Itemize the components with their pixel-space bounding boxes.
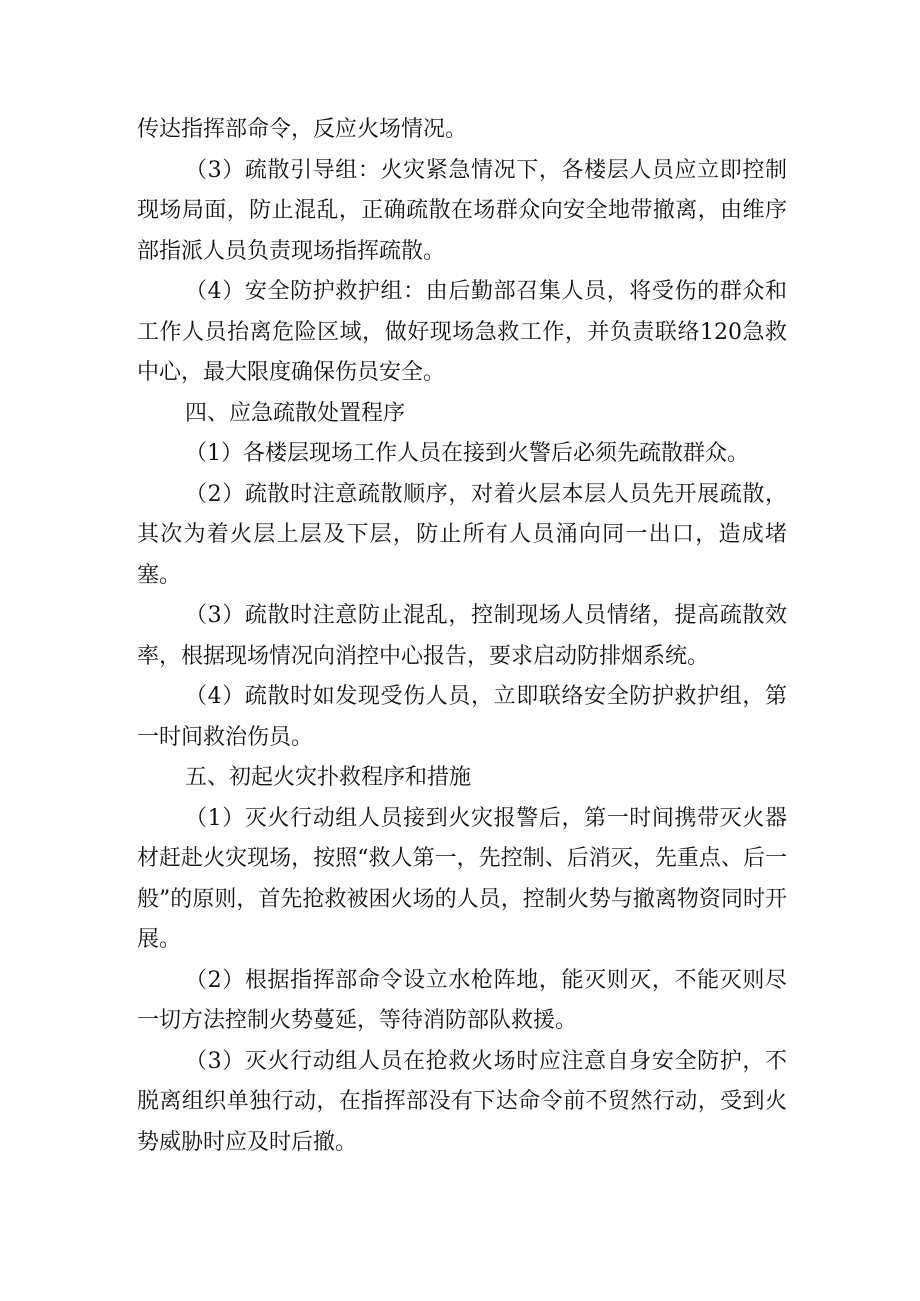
paragraph-evacuation-step-4: （4）疏散时如发现受伤人员，立即联络安全防护救护组，第一时间救治伤员。 xyxy=(137,684,787,750)
document-page xyxy=(137,110,787,1163)
paragraph-firefighting-step-3: （3）灭火行动组人员在抢救火场时应注意自身安全防护，不脱离组织单独行动，在指挥部没有下达命令前不贸然行动，受到火势威胁时应及时后撤。 xyxy=(137,1048,787,1155)
paragraph-evacuation-guide-team: （3）疏散引导组：火灾紧急情况下，各楼层人员应立即控制现场局面，防止混乱，正确疏散在场群众向安全地带撤离，由维序部指派人员负责现场指挥疏散。 xyxy=(137,157,787,264)
paragraph-continuation: 传达指挥部命令，反应火场情况。 xyxy=(137,117,468,142)
paragraph-firefighting-step-1: （1）灭火行动组人员接到火灾报警后，第一时间携带灭火器材赶赴火灾现场，按照“救人第一，先控制、后消灭，先重点、后一般”的原则，首先抢救被困火场的人员，控制火势与撤离物资同时开展。 xyxy=(137,805,787,952)
paragraph-safety-rescue-team: （4）安全防护救护组：由后勤部召集人员，将受伤的群众和工作人员抬离危险区域，做好现场急救工作，并负责联络120急救中心，最大限度确保伤员安全。 xyxy=(137,279,787,385)
paragraph-evacuation-step-2: （2）疏散时注意疏散顺序，对着火层本层人员先开展疏散，其次为着火层上层及下层，防止所有人员涌向同一出口，造成堵塞。 xyxy=(137,481,787,588)
paragraph-firefighting-step-2: （2）根据指挥部命令设立水枪阵地，能灭则灭，不能灭则尽一切方法控制火势蔓延，等待消防部队救援。 xyxy=(137,967,787,1033)
section-heading-initial-fire-fighting: 五、初起火灾扑救程序和措施 xyxy=(185,765,472,790)
section-heading-emergency-evacuation: 四、应急疏散处置程序 xyxy=(185,400,406,426)
paragraph-evacuation-step-3: （3）疏散时注意防止混乱，控制现场人员情绪，提高疏散效率，根据现场情况向消控中心报告，要求启动防排烟系统。 xyxy=(137,603,787,669)
paragraph-evacuation-step-1: （1）各楼层现场工作人员在接到火警后必须先疏散群众。 xyxy=(185,441,749,466)
